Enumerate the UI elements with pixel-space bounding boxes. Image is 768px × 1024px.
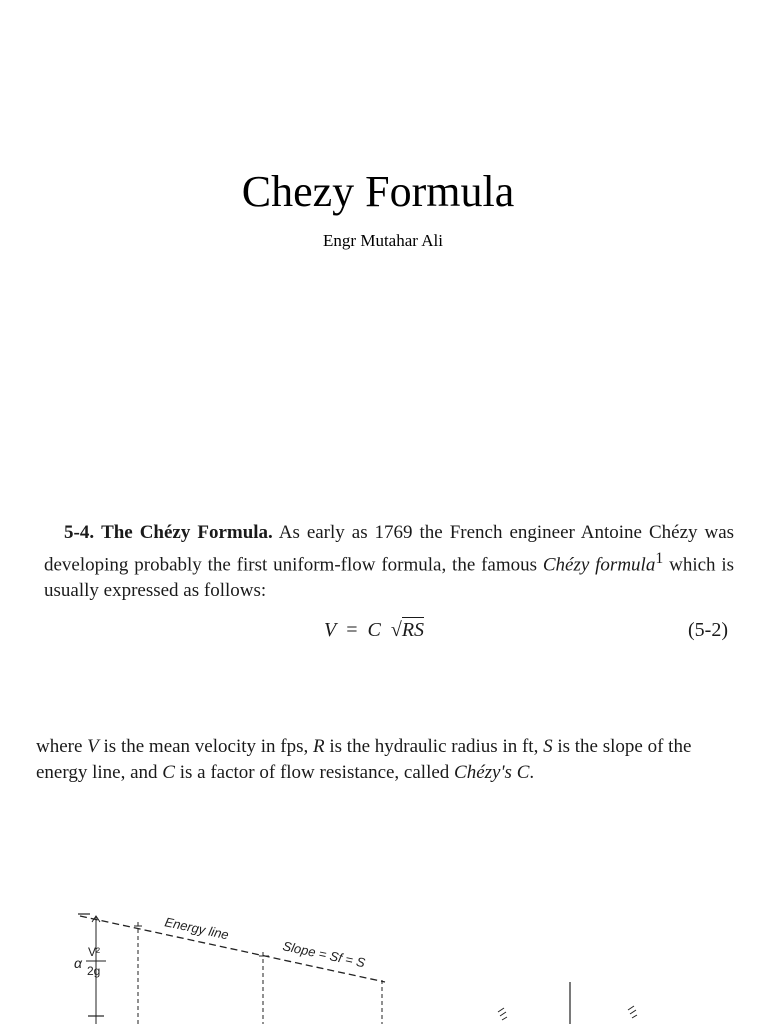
definitions-paragraph	[36, 734, 718, 786]
slope-label: Slope = Sf = S	[281, 938, 367, 971]
equation-body	[324, 616, 424, 644]
chezy-equation	[44, 616, 728, 644]
author-name: Engr Mutahar Ali	[323, 231, 443, 250]
section-number: 5-4.	[64, 522, 95, 543]
def-text: is the mean velocity in fps,	[103, 736, 309, 757]
def-text: is a factor of flow resistance, called	[179, 762, 450, 783]
chezys-c-term: Chézy's C	[454, 762, 530, 783]
def-text: where	[36, 736, 83, 757]
slide-title: Chezy Formula	[241, 167, 515, 216]
energy-line-diagram	[60, 900, 700, 1024]
chezy-formula-term: Chézy formula	[542, 554, 656, 576]
hatching-mark-2	[628, 1006, 637, 1018]
footnote-marker: 1	[655, 550, 664, 567]
paragraph-text: As early as 1769 the French engineer Antoine Chézy was developing probably the first uniform-flow formula, the famous	[44, 522, 735, 576]
def-text: is the slope of the energy line, and	[36, 736, 692, 783]
equation-radicand: RS	[401, 619, 425, 641]
velocity-head-denominator: 2g	[87, 964, 101, 978]
var-v: V	[87, 736, 99, 757]
equation-equals: =	[346, 619, 358, 641]
section-title: The Chézy Formula.	[101, 522, 273, 543]
var-c: C	[162, 762, 175, 783]
equation-lhs: V	[324, 619, 337, 641]
paragraph-text-end: which is usually expressed as follows:	[44, 554, 735, 602]
var-r: R	[313, 736, 325, 757]
energy-line-label: Energy line	[163, 914, 231, 943]
var-s: S	[543, 736, 553, 757]
sqrt-symbol: √	[390, 619, 402, 641]
equation-number: (5-2)	[688, 619, 728, 641]
def-text: is the hydraulic radius in ft,	[329, 736, 539, 757]
def-text-end: .	[529, 762, 535, 783]
chezy-formula-paragraph	[44, 520, 734, 604]
equation-coefficient: C	[367, 619, 381, 641]
hatching-mark-1	[498, 1008, 507, 1020]
velocity-head-numerator: V²	[88, 945, 100, 959]
alpha-label: α	[74, 955, 82, 971]
